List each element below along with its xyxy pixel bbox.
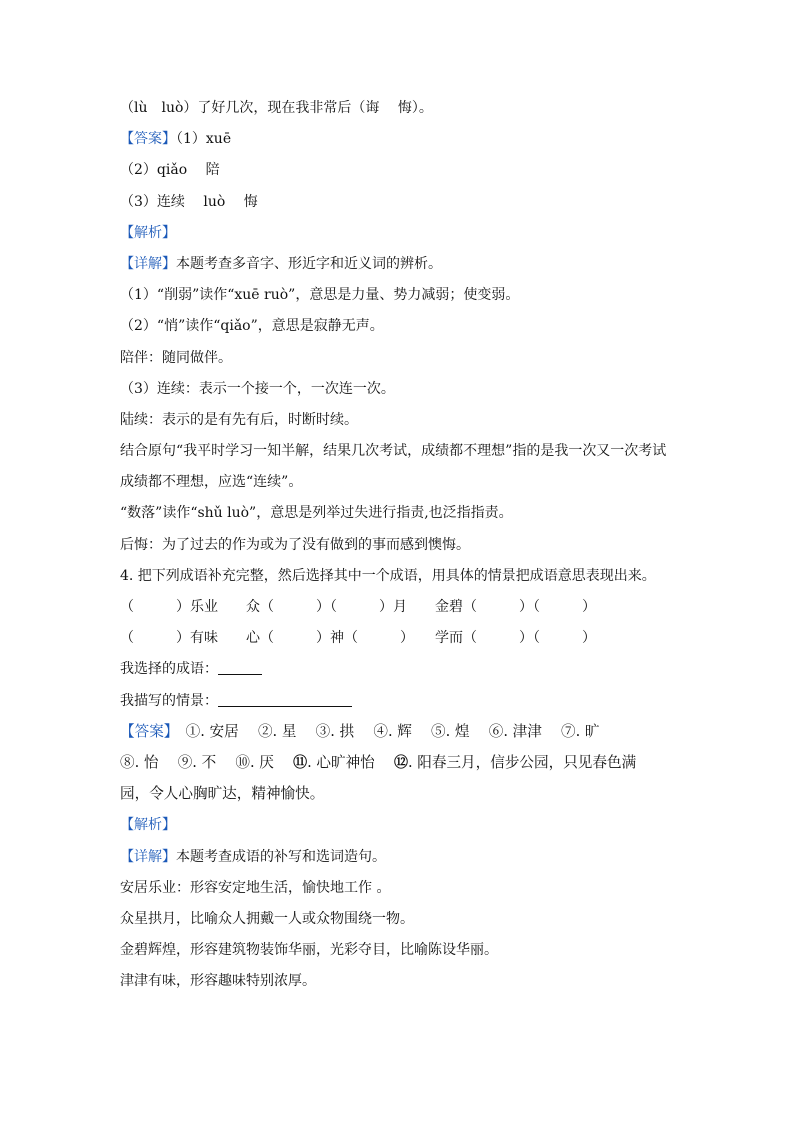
detail-text: 本题考查多音字、形近字和近义词的辨析。 [176,255,442,272]
answer-line [120,722,680,742]
text-line-content: 陆续：表示的是有先有后，时断时续。 [120,411,358,428]
scene-blank [218,692,352,707]
text-line-content: 众星拱月，比喻众人拥戴一人或众物围绕一物。 [120,910,414,927]
text-line-content: 成绩都不理想，应选“连续”。 [120,474,303,491]
detail-text: 本题考查成语的补写和选词造句。 [176,848,386,865]
idiom-blanks-text: （ ）乐业 众（ ）（ ）月 金碧（ ）（ ） [120,599,596,615]
answer-line [120,753,680,773]
question-line [120,566,680,586]
answer-text: 园，令人心胸旷达，精神愉快。 [120,785,325,803]
detail-line [120,254,680,274]
text-line [120,503,680,523]
text-line [120,160,680,180]
text-line [120,940,680,960]
detail-tag: 【详解】 [120,255,176,272]
text-line-content: （3）连续：表示一个接一个，一次连一次。 [120,380,395,397]
answer-line [120,129,680,149]
answer-text: ⑧. 怡 ⑨. 不 ⑩. 厌 [120,753,294,771]
text-line [120,909,680,929]
scene-label: 我描写的情景： [120,692,218,709]
idiom-blanks-row [120,628,680,648]
text-line [120,316,680,336]
text-line [120,472,680,492]
answer-tag: 【答案】 [120,722,172,740]
text-line-content: 金碧辉煌，形容建筑物装饰华丽，光彩夺目，比喻陈设华丽。 [120,942,498,959]
text-line [120,535,680,555]
document-page [120,98,680,1002]
text-line [120,192,680,212]
chosen-idiom-blank [218,660,262,675]
analysis-heading [120,815,680,835]
text-line-content: 后悔：为了过去的作为或为了没有做到的事而感到懊悔。 [120,536,470,553]
idiom-blanks-text: （ ）有味 心（ ）神（ ） 学而（ ）（ ） [120,630,596,647]
text-line-content: （2）“悄”读作“qiǎo”，意思是寂静无声。 [120,318,384,335]
scene-line [120,691,680,711]
answer-text: . 阳春三月，信步公园，只见春色满 [408,753,637,771]
detail-line [120,847,680,867]
detail-tag: 【详解】 [120,848,176,865]
text-line [120,348,680,368]
chosen-idiom-line [120,659,680,679]
text-line [120,878,680,898]
text-line [120,285,680,305]
text-line-content: “数落”读作“shǔ luò”，意思是列举过失进行指责,也泛指指责。 [120,505,513,522]
text-line-content: 结合原句“我平时学习一知半解，结果几次考试，成绩都不理想”指的是我一次又一次考试 [120,443,667,460]
text-line-content: （1）“削弱”读作“xuē ruò”，意思是力量、势力减弱；使变弱。 [120,287,520,304]
analysis-heading [120,223,680,243]
analysis-tag: 【解析】 [120,817,176,834]
text-line [120,971,680,991]
question-text: 4. 把下列成语补充完整，然后选择其中一个成语，用具体的情景把成语意思表现出来。 [120,567,656,584]
text-line [120,441,680,461]
answer-line [120,784,680,804]
answer-text: ①. 安居 ②. 星 ③. 拱 ④. 辉 ⑤. 煌 ⑥. 津津 ⑦. 旷 [171,722,600,740]
text-line-content: 陪伴：随同做伴。 [120,349,232,366]
text-line [120,410,680,430]
circled-number: ⑪ [293,754,308,771]
text-line-content: （3）连续 luò 悔 [120,193,258,210]
answer-text: （1）xuē [176,131,232,148]
text-line [120,98,680,118]
text-line-content: 安居乐业：形容安定地生活，愉快地工作 。 [120,879,391,896]
answer-tag: 【答案】 [120,131,176,148]
answer-text: . 心旷神怡 [307,753,394,771]
text-line [120,379,680,399]
text-line-content: （2）qiǎo 陪 [120,162,220,179]
analysis-tag: 【解析】 [120,224,176,241]
text-line-content: （lù luò）了好几次，现在我非常后（诲 悔）。 [120,100,433,116]
text-line-content: 津津有味，形容趣味特别浓厚。 [120,973,316,990]
chosen-idiom-label: 我选择的成语： [120,661,218,678]
circled-number: ⑫ [394,754,408,771]
idiom-blanks-row [120,597,680,617]
